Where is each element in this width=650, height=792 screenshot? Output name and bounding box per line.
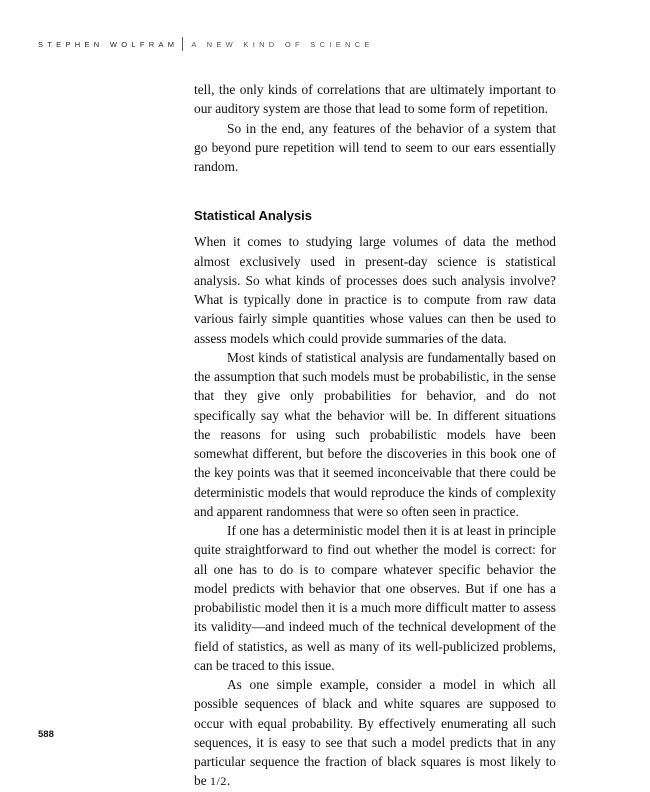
body-paragraph-6-text: As one simple example, consider a model in which all possible sequences of black and white squares are supposed to occur with equal probability. By effectively enumerating all such sequences, it is easy to see that such a model predicts that in any particular sequence the fraction of black squares is most likely to be: [194, 677, 556, 789]
body-paragraph-2: So in the end, any features of the behavior of a system that go beyond pure repetition will tend to seem to our ears essentially random.: [194, 120, 556, 174]
body-paragraph-5: If one has a deterministic model then it is at least in principle quite straightforward to find out whether the model is correct: for all one has to do is to compare whatever specific behavior the model predicts with behavior that one observes. But if one has a probabilistic model then it is a much more difficult matter to assess its validity—and indeed much of the technical development of the field of statistics, as well as many of its well-publicized problems, can be traced to this issue.: [194, 523, 556, 673]
running-head: [38, 37, 374, 51]
body-paragraph-6-end: .: [226, 773, 231, 789]
section-heading: Statistical Analysis: [194, 208, 313, 224]
running-head-book-title: A NEW KIND OF SCIENCE: [191, 39, 374, 49]
body-paragraph-4: Most kinds of statistical analysis are fundamentally based on the assumption that such models must be probabilistic, in the sense that they give only probabilities for behavior, and do not specifically say what the behavior will be. In different situations the reasons for using such probabilistic models have been somewhat different, but before the discoveries in this book one of the key points was that it seemed inconceivable that there could be deterministic models that would reproduce the kinds of complexity and apparent randomness that were so often seen in practice.: [194, 349, 556, 519]
body-paragraph-3: When it comes to studying large volumes of data the method almost exclusively used in present-day science is statistical analysis. So what kinds of processes does such analysis involve? What is typically done in practice is to compute from raw data various fairly simple quantities whose values can then be used to assess models which could provide summaries of the data.: [194, 234, 556, 346]
running-head-author: STEPHEN WOLFRAM: [38, 39, 179, 49]
page-body: [194, 80, 556, 792]
body-paragraph-6: [194, 675, 556, 792]
page-number: 588: [38, 729, 54, 740]
running-head-divider: [182, 37, 183, 51]
fraction-one-half: 1/2: [210, 774, 227, 789]
body-paragraph-1: tell, the only kinds of correlations that are ultimately important to our auditory system are those that lead to some form of repetition.: [194, 82, 556, 117]
